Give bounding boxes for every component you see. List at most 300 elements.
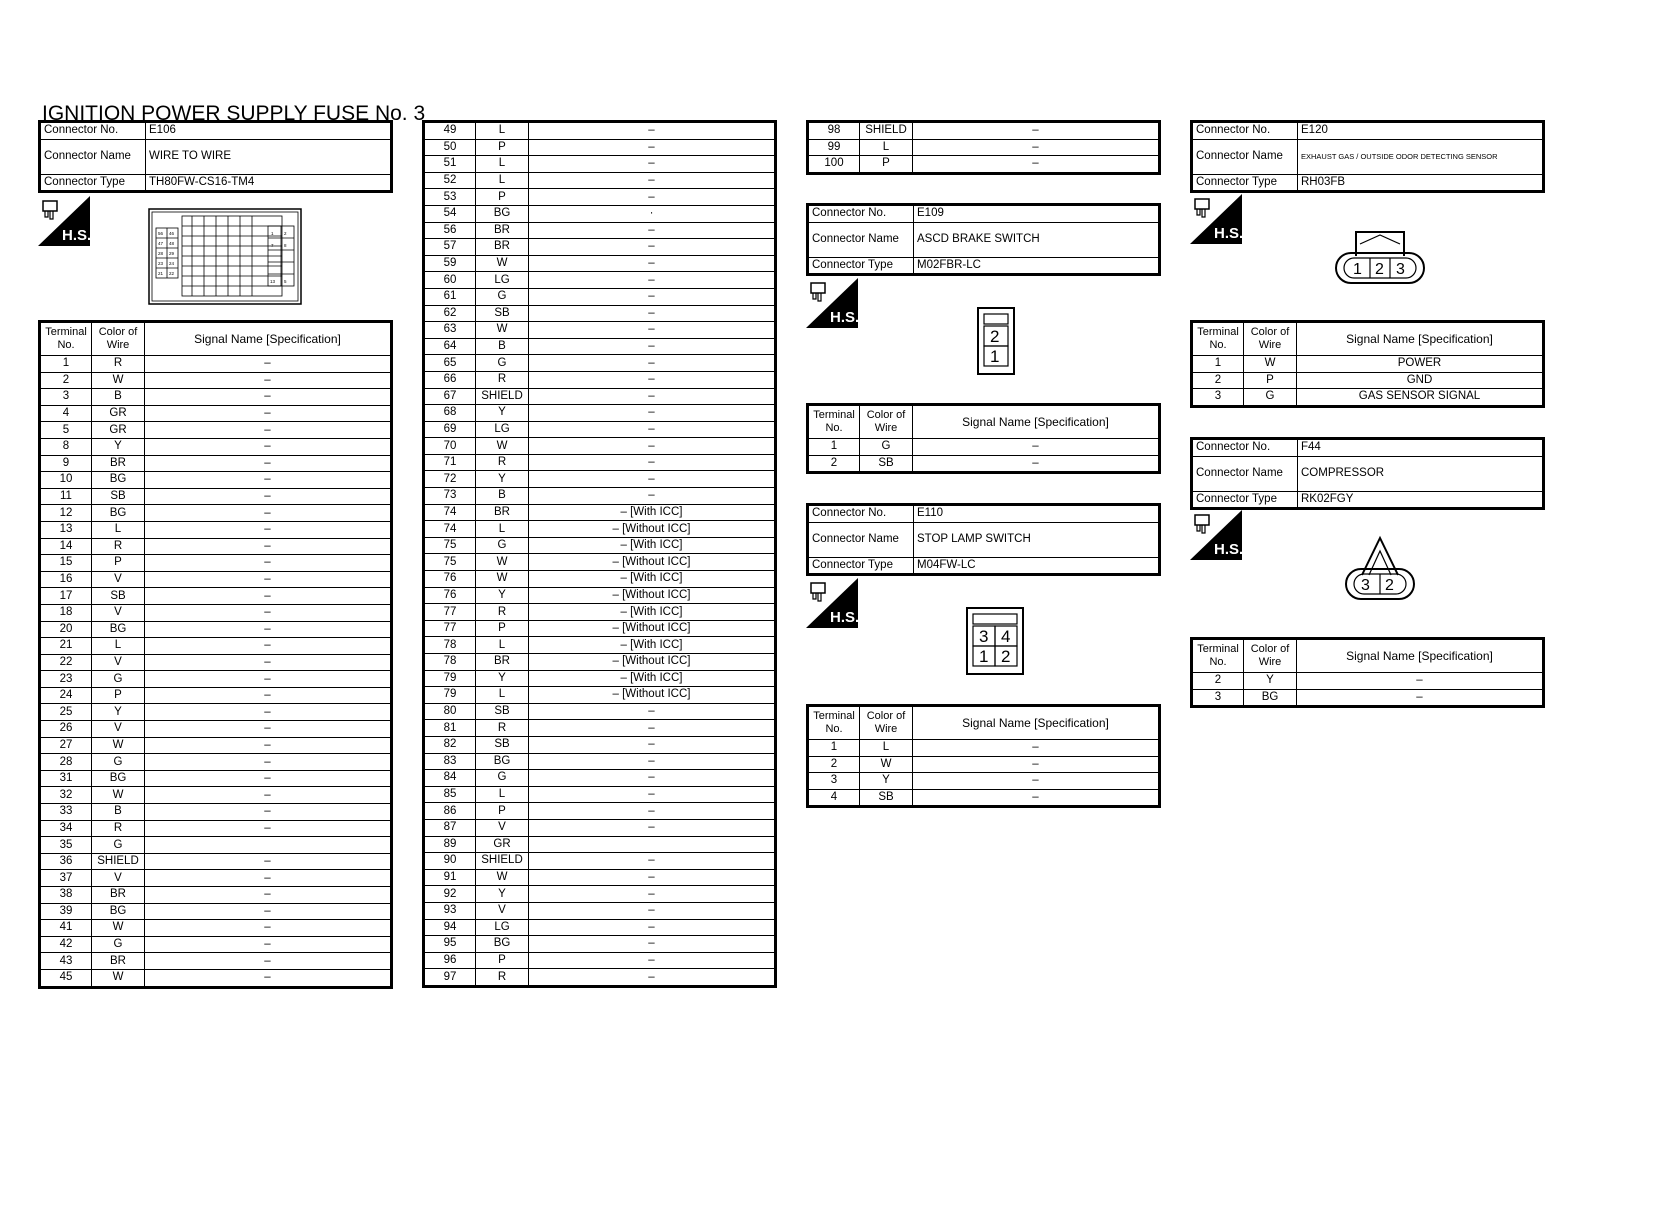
wire-color-cell: W: [476, 255, 529, 272]
connector-name-value: WIRE TO WIRE: [146, 139, 392, 174]
table-row: [424, 122, 776, 140]
color-of-wire-header: Color of Wire: [92, 322, 145, 356]
terminal-no-cell: 60: [424, 272, 476, 289]
signal-name-cell: –: [145, 588, 392, 605]
wire-color-cell: P: [476, 952, 529, 969]
signal-name-cell: –: [529, 156, 776, 173]
terminal-no-cell: 77: [424, 604, 476, 621]
terminal-no-cell: 87: [424, 819, 476, 836]
terminal-no-cell: 41: [40, 920, 92, 937]
table-row: [424, 869, 776, 886]
pin-3-label: 3: [1361, 577, 1370, 594]
table-row: [808, 773, 1160, 790]
connector-name-label: Connector Name: [1192, 139, 1298, 174]
pin-1-label: 1: [990, 347, 1000, 366]
terminal-no-cell: 85: [424, 786, 476, 803]
table-row: [40, 737, 392, 754]
signal-name-cell: –: [145, 389, 392, 406]
e110-terminal-table: [806, 704, 1161, 808]
pin-2-label: 2: [1385, 577, 1394, 594]
table-row: [424, 604, 776, 621]
terminal-no-cell: 77: [424, 620, 476, 637]
table-row: [424, 139, 776, 156]
terminal-no-cell: 53: [424, 189, 476, 206]
e106-terminal-table-3: [806, 120, 1161, 175]
wire-color-cell: L: [476, 687, 529, 704]
terminal-no-cell: 33: [40, 804, 92, 821]
table-row: [424, 172, 776, 189]
signal-name-cell: –: [145, 969, 392, 987]
wire-color-cell: W: [860, 756, 913, 773]
signal-name-header: Signal Name [Specification]: [913, 405, 1160, 439]
wire-color-cell: B: [476, 488, 529, 505]
table-row: [40, 953, 392, 970]
table-row: [40, 588, 392, 605]
terminal-no-cell: 86: [424, 803, 476, 820]
wire-color-cell: R: [92, 538, 145, 555]
terminal-no-header: Terminal No.: [808, 405, 860, 439]
signal-name-cell: –: [145, 804, 392, 821]
signal-name-cell: –: [529, 421, 776, 438]
table-row: [40, 505, 392, 522]
signal-name-cell: –: [145, 521, 392, 538]
signal-name-cell: –: [145, 372, 392, 389]
wire-color-cell: V: [92, 870, 145, 887]
connector-type-value: TH80FW-CS16-TM4: [146, 174, 392, 192]
svg-text:28: 28: [158, 251, 164, 256]
terminal-no-cell: 8: [40, 438, 92, 455]
table-row: [424, 554, 776, 571]
svg-text:48: 48: [169, 241, 175, 246]
terminal-no-cell: 11: [40, 488, 92, 505]
terminal-no-header: Terminal No.: [1192, 322, 1244, 356]
table-row: [40, 704, 392, 721]
terminal-no-cell: 74: [424, 521, 476, 538]
terminal-no-cell: 15: [40, 555, 92, 572]
signal-name-cell: –: [529, 786, 776, 803]
terminal-no-cell: 78: [424, 637, 476, 654]
wire-color-cell: BG: [92, 621, 145, 638]
hs-harness-side-icon: [1190, 194, 1242, 246]
signal-name-cell: –: [529, 753, 776, 770]
table-row: [40, 671, 392, 688]
table-row: [40, 638, 392, 655]
terminal-no-cell: 51: [424, 156, 476, 173]
table-row: [40, 455, 392, 472]
wire-color-cell: LG: [476, 272, 529, 289]
hs-label: H.S.: [62, 227, 90, 244]
wire-color-cell: V: [92, 604, 145, 621]
wire-color-cell: B: [92, 804, 145, 821]
wire-color-cell: Y: [860, 773, 913, 790]
connector-name-label: Connector Name: [1192, 456, 1298, 491]
wire-color-cell: SHIELD: [476, 388, 529, 405]
signal-name-header: Signal Name [Specification]: [1297, 639, 1544, 673]
connector-no-label: Connector No.: [40, 122, 146, 140]
terminal-no-cell: 38: [40, 887, 92, 904]
table-row: [40, 787, 392, 804]
signal-name-cell: –: [529, 122, 776, 140]
wire-color-cell: B: [92, 389, 145, 406]
terminal-no-cell: 59: [424, 255, 476, 272]
pin-2-label: 2: [1001, 647, 1011, 666]
table-row: [424, 571, 776, 588]
terminal-no-cell: 20: [40, 621, 92, 638]
signal-name-cell: –: [529, 969, 776, 987]
signal-name-cell: –: [145, 555, 392, 572]
table-row: [424, 156, 776, 173]
svg-text:5: 5: [284, 279, 287, 284]
connector-type-value: RK02FGY: [1298, 491, 1544, 509]
terminal-no-cell: 64: [424, 338, 476, 355]
terminal-no-cell: 1: [40, 356, 92, 373]
wire-color-cell: W: [476, 322, 529, 339]
table-row: [424, 786, 776, 803]
signal-name-cell: –: [529, 902, 776, 919]
wire-color-cell: SHIELD: [476, 853, 529, 870]
wire-color-cell: BG: [476, 936, 529, 953]
hs-harness-side-icon: [806, 578, 858, 630]
wire-color-cell: P: [92, 687, 145, 704]
terminal-no-cell: 35: [40, 837, 92, 854]
wire-color-cell: L: [860, 740, 913, 757]
signal-name-cell: –: [145, 953, 392, 970]
table-row: [424, 969, 776, 987]
wire-color-cell: R: [476, 454, 529, 471]
terminal-no-cell: 1: [808, 740, 860, 757]
terminal-no-cell: 3: [808, 773, 860, 790]
table-row: [424, 322, 776, 339]
terminal-no-cell: 75: [424, 554, 476, 571]
connector-no-value: F44: [1298, 439, 1544, 457]
connector-type-label: Connector Type: [40, 174, 146, 192]
terminal-no-cell: 2: [1192, 372, 1244, 389]
signal-name-cell: –: [145, 472, 392, 489]
table-row: [1192, 689, 1544, 707]
connector-type-label: Connector Type: [1192, 174, 1298, 192]
terminal-no-cell: 24: [40, 687, 92, 704]
e120-terminal-table: [1190, 320, 1545, 408]
color-of-wire-header: Color of Wire: [1244, 639, 1297, 673]
table-row: [424, 388, 776, 405]
connector-type-label: Connector Type: [808, 557, 914, 575]
terminal-no-cell: 9: [40, 455, 92, 472]
signal-name-cell: [145, 837, 392, 854]
table-row: [424, 703, 776, 720]
terminal-no-cell: 31: [40, 770, 92, 787]
wire-color-cell: Y: [476, 670, 529, 687]
terminal-no-cell: 12: [40, 505, 92, 522]
table-row: [424, 936, 776, 953]
table-row: [808, 122, 1160, 140]
wire-color-cell: P: [476, 139, 529, 156]
table-row: [40, 770, 392, 787]
signal-name-cell: –: [529, 703, 776, 720]
signal-name-cell: – [Without ICC]: [529, 587, 776, 604]
svg-text:21: 21: [158, 271, 164, 276]
terminal-no-cell: 26: [40, 721, 92, 738]
connector-name-label: Connector Name: [808, 522, 914, 557]
signal-name-cell: –: [145, 820, 392, 837]
table-row: [808, 740, 1160, 757]
pin-1-label: 1: [979, 647, 989, 666]
signal-name-cell: –: [145, 505, 392, 522]
e106-terminal-table-1: [38, 320, 393, 989]
table-row: [424, 405, 776, 422]
wire-color-cell: BR: [476, 504, 529, 521]
signal-name-cell: –: [145, 405, 392, 422]
signal-name-cell: –: [529, 454, 776, 471]
signal-name-cell: [529, 836, 776, 853]
pin-4-label: 4: [1001, 627, 1011, 646]
connector-type-value: M02FBR-LC: [914, 257, 1160, 275]
table-row: [40, 903, 392, 920]
signal-name-cell: –: [145, 870, 392, 887]
terminal-no-cell: 70: [424, 438, 476, 455]
terminal-no-cell: 92: [424, 886, 476, 903]
wire-color-cell: GR: [92, 405, 145, 422]
terminal-no-cell: 72: [424, 471, 476, 488]
signal-name-cell: –: [529, 222, 776, 239]
wire-color-cell: SB: [476, 736, 529, 753]
terminal-no-cell: 14: [40, 538, 92, 555]
terminal-no-cell: 96: [424, 952, 476, 969]
table-row: [424, 753, 776, 770]
signal-name-cell: –: [529, 322, 776, 339]
table-row: [424, 836, 776, 853]
wire-color-cell: SB: [860, 455, 913, 473]
terminal-no-header: Terminal No.: [1192, 639, 1244, 673]
table-row: [424, 438, 776, 455]
terminal-no-cell: 65: [424, 355, 476, 372]
terminal-no-cell: 45: [40, 969, 92, 987]
svg-text:22: 22: [169, 271, 175, 276]
signal-name-cell: –: [145, 356, 392, 373]
wire-color-cell: BG: [1244, 689, 1297, 707]
table-row: [424, 521, 776, 538]
table-row: [424, 189, 776, 206]
signal-name-cell: –: [529, 803, 776, 820]
signal-name-header: Signal Name [Specification]: [1297, 322, 1544, 356]
e110-connector-face: [966, 607, 1024, 675]
wire-color-cell: SB: [92, 588, 145, 605]
connector-type-label: Connector Type: [1192, 491, 1298, 509]
signal-name-cell: –: [145, 538, 392, 555]
terminal-no-cell: 21: [40, 638, 92, 655]
wire-color-cell: G: [92, 754, 145, 771]
table-row: [424, 421, 776, 438]
wire-color-cell: V: [92, 654, 145, 671]
terminal-no-cell: 1: [1192, 356, 1244, 373]
signal-name-cell: – [With ICC]: [529, 504, 776, 521]
table-row: [424, 471, 776, 488]
signal-name-cell: – [Without ICC]: [529, 687, 776, 704]
connector-no-label: Connector No.: [1192, 122, 1298, 140]
wire-color-cell: V: [476, 819, 529, 836]
table-row: [1192, 356, 1544, 373]
pin-3-label: 3: [1396, 261, 1405, 278]
svg-text:46: 46: [169, 231, 175, 236]
wire-color-cell: L: [860, 139, 913, 156]
signal-name-cell: – [With ICC]: [529, 537, 776, 554]
terminal-no-cell: 74: [424, 504, 476, 521]
signal-name-cell: –: [529, 139, 776, 156]
signal-name-cell: –: [529, 853, 776, 870]
terminal-no-cell: 34: [40, 820, 92, 837]
signal-name-cell: –: [529, 736, 776, 753]
wire-color-cell: P: [92, 555, 145, 572]
signal-name-cell: –: [145, 604, 392, 621]
terminal-no-cell: 68: [424, 405, 476, 422]
table-row: [40, 472, 392, 489]
signal-name-cell: –: [529, 189, 776, 206]
signal-name-cell: –: [1297, 673, 1544, 690]
wire-color-cell: W: [476, 869, 529, 886]
connector-name-value: ASCD BRAKE SWITCH: [914, 222, 1160, 257]
terminal-no-cell: 17: [40, 588, 92, 605]
wire-color-cell: L: [92, 521, 145, 538]
wire-color-cell: L: [476, 172, 529, 189]
terminal-no-header: Terminal No.: [40, 322, 92, 356]
e120-info-table: [1190, 120, 1545, 193]
svg-text:29: 29: [169, 251, 175, 256]
terminal-no-cell: 99: [808, 139, 860, 156]
table-row: [40, 853, 392, 870]
wire-color-cell: V: [92, 721, 145, 738]
table-row: [424, 222, 776, 239]
wire-color-cell: W: [92, 969, 145, 987]
wire-color-cell: BR: [476, 654, 529, 671]
signal-name-cell: –: [529, 272, 776, 289]
wire-color-cell: W: [92, 787, 145, 804]
pin-2-label: 2: [990, 327, 1000, 346]
hs-harness-side-icon: [806, 278, 858, 330]
signal-name-header: Signal Name [Specification]: [913, 706, 1160, 740]
table-row: [424, 637, 776, 654]
table-row: [40, 969, 392, 987]
signal-name-cell: –: [913, 756, 1160, 773]
wire-color-cell: G: [476, 288, 529, 305]
signal-name-cell: –: [145, 721, 392, 738]
table-row: [424, 488, 776, 505]
signal-name-cell: –: [145, 671, 392, 688]
signal-name-cell: –: [145, 787, 392, 804]
hs-label: H.S.: [1214, 225, 1242, 242]
wire-color-cell: R: [476, 969, 529, 987]
table-row: [40, 820, 392, 837]
terminal-no-cell: 69: [424, 421, 476, 438]
terminal-no-cell: 4: [808, 789, 860, 807]
pin-3-label: 3: [979, 627, 989, 646]
terminal-no-cell: 3: [1192, 689, 1244, 707]
signal-name-cell: – [Without ICC]: [529, 620, 776, 637]
e109-info-table: [806, 203, 1161, 276]
wire-color-cell: Y: [1244, 673, 1297, 690]
table-row: [40, 405, 392, 422]
table-row: [808, 439, 1160, 456]
table-row: [40, 721, 392, 738]
signal-name-cell: –: [145, 920, 392, 937]
terminal-no-cell: 79: [424, 687, 476, 704]
table-row: [424, 919, 776, 936]
terminal-no-cell: 43: [40, 953, 92, 970]
terminal-no-header: Terminal No.: [808, 706, 860, 740]
signal-name-cell: –: [529, 255, 776, 272]
signal-name-cell: –: [913, 455, 1160, 473]
signal-name-cell: – [Without ICC]: [529, 554, 776, 571]
signal-name-cell: –: [1297, 689, 1544, 707]
table-row: [424, 255, 776, 272]
terminal-no-cell: 83: [424, 753, 476, 770]
signal-name-cell: –: [529, 388, 776, 405]
terminal-no-cell: 100: [808, 156, 860, 174]
svg-text:7: 7: [271, 243, 274, 248]
table-row: [424, 305, 776, 322]
wire-color-cell: LG: [476, 421, 529, 438]
terminal-no-cell: 63: [424, 322, 476, 339]
terminal-no-cell: 61: [424, 288, 476, 305]
terminal-no-cell: 97: [424, 969, 476, 987]
table-row: [40, 936, 392, 953]
table-row: [424, 886, 776, 903]
terminal-no-cell: 39: [40, 903, 92, 920]
terminal-no-cell: 66: [424, 371, 476, 388]
terminal-no-cell: 81: [424, 720, 476, 737]
wire-color-cell: W: [1244, 356, 1297, 373]
table-row: [424, 819, 776, 836]
signal-name-header: Signal Name [Specification]: [145, 322, 392, 356]
terminal-no-cell: 10: [40, 472, 92, 489]
table-row: [424, 720, 776, 737]
table-row: [40, 372, 392, 389]
wire-color-cell: G: [92, 936, 145, 953]
table-row: [424, 239, 776, 256]
wire-color-cell: G: [1244, 389, 1297, 407]
table-row: [1192, 372, 1544, 389]
svg-text:24: 24: [169, 261, 175, 266]
connector-name-label: Connector Name: [40, 139, 146, 174]
f44-info-table: [1190, 437, 1545, 510]
signal-name-cell: –: [913, 773, 1160, 790]
wire-color-cell: Y: [476, 471, 529, 488]
wire-color-cell: BR: [92, 953, 145, 970]
signal-name-cell: –: [529, 886, 776, 903]
table-row: [40, 438, 392, 455]
wire-color-cell: L: [476, 122, 529, 140]
wire-color-cell: SB: [476, 305, 529, 322]
signal-name-cell: – [With ICC]: [529, 637, 776, 654]
hs-label: H.S.: [830, 609, 858, 626]
signal-name-cell: –: [145, 488, 392, 505]
terminal-no-cell: 3: [1192, 389, 1244, 407]
connector-no-value: E110: [914, 505, 1160, 523]
wire-color-cell: W: [476, 438, 529, 455]
wire-color-cell: BG: [92, 472, 145, 489]
e110-info-table: [806, 503, 1161, 576]
terminal-no-cell: 90: [424, 853, 476, 870]
wire-color-cell: V: [92, 571, 145, 588]
table-row: [40, 804, 392, 821]
table-row: [40, 555, 392, 572]
table-row: [40, 356, 392, 373]
wire-color-cell: W: [476, 554, 529, 571]
signal-name-cell: –: [913, 789, 1160, 807]
table-row: [808, 789, 1160, 807]
wire-color-cell: BR: [92, 887, 145, 904]
terminal-no-cell: 42: [40, 936, 92, 953]
wire-color-cell: G: [860, 439, 913, 456]
wire-color-cell: BG: [92, 770, 145, 787]
